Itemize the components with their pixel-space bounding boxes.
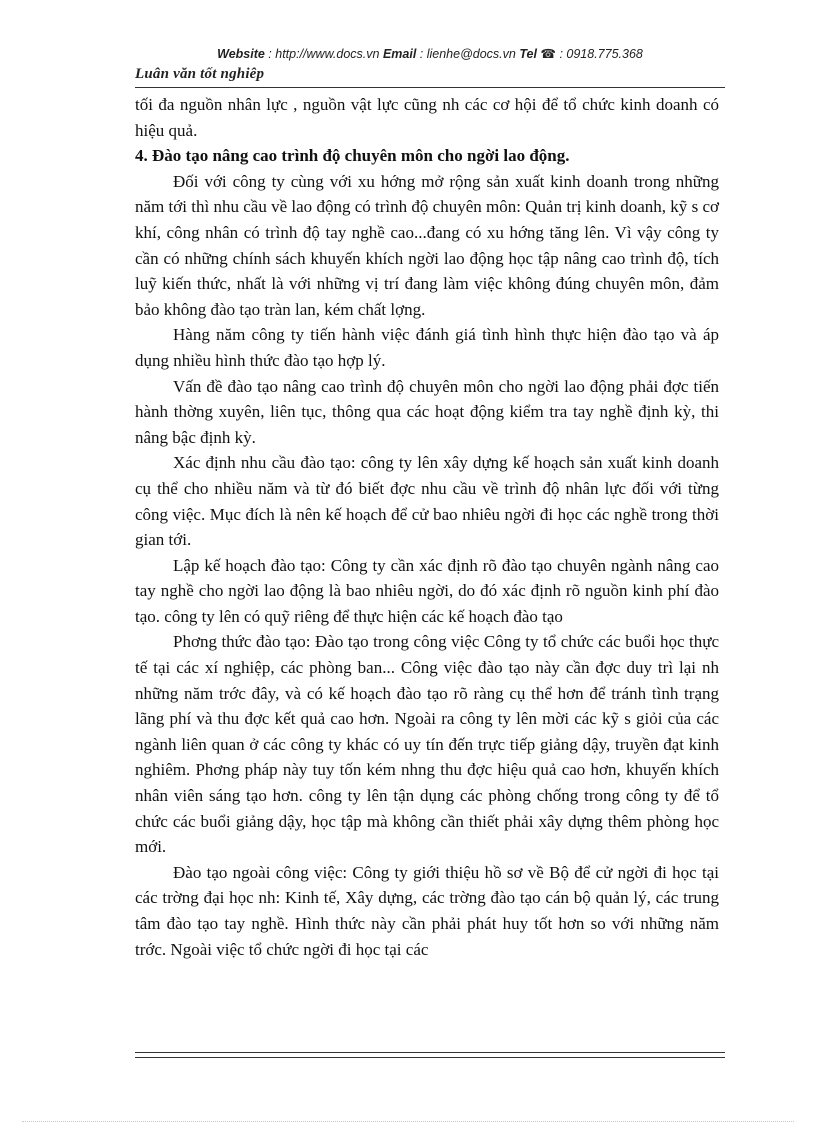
paragraph: Vấn đề đào tạo nâng cao trình độ chuyên môn cho ngời lao động phải đợc tiến hành thờng xuyên, liên tục, thông qua các hoạt động kiểm tra tay nghề định kỳ, thi nâng bậc định kỳ. bbox=[135, 376, 719, 447]
paragraph: Đào tạo ngoài công việc: Công ty giới thiệu hồ sơ về Bộ để cử ngời đi học tại các trờng đại học nh: Kinh tế, Xây dựng, các trờng đào tạo cán bộ quản lý, các trung tâm đào tạo tay nghề. Hình thức này cần phải phát huy tốt hơn so với những năm trớc. Ngoài việc tổ chức ngời đi học tại các bbox=[135, 862, 719, 959]
website-url: : http://www.docs.vn bbox=[264, 47, 383, 61]
tel-label: Tel ☎ bbox=[519, 47, 556, 61]
paragraph: Đối với công ty cùng với xu hớng mở rộng sản xuất kinh doanh trong những năm tới thì nhu cầu về lao động có trình độ chuyên môn: Quản trị kinh doanh, kỹ s cơ khí, công nhân có trình độ tay nghề cao...đang có xu hớng tăng lên. Vì vậy công ty cần có những chính sách khuyến khích ngời lao động học tập nâng cao trình độ, tích luỹ kiến thức, nhất là với những vị trí đang làm việc không đúng chuyên môn, đảm bảo không đào tạo tràn lan, kém chất lợng. bbox=[135, 171, 719, 319]
paragraph: Phơng thức đào tạo: Đào tạo trong công việc Công ty tổ chức các buổi học thực tế tại các xí nghiệp, các phòng ban... Công việc đào tạo này cần đợc duy trì lại nh những năm trớc đây, và có kế hoạch đào tạo rõ ràng cụ thể hơn để tránh tình trạng lãng phí và thu đợc kết quả cao hơn. Ngoài ra công ty lên mời các kỹ s giỏi của các ngành liên quan ở các công ty khác có uy tín đến trực tiếp giảng dậy, truyền đạt kinh nghiêm. Phơng pháp này tuy tốn kém nhng thu đợc hiệu quả cao hơn, khuyến khích nhân viên sáng tạo hơn. công ty lên tận dụng các phòng chống trong công ty để tổ chức các buổi giảng dậy, học tập mà không cần thiết phải xây dựng thêm phòng học mới. bbox=[135, 632, 719, 857]
paragraph: Hàng năm công ty tiến hành việc đánh giá tình hình thực hiện đào tạo và áp dụng nhiều hình thức đào tạo hợp lý. bbox=[135, 325, 719, 370]
document-body bbox=[135, 92, 719, 962]
website-label: Website bbox=[217, 47, 265, 61]
paragraph-continuation: tối đa nguồn nhân lực , nguồn vật lực cũng nh các cơ hội để tổ chức kinh doanh có hiệu quả. bbox=[135, 95, 719, 140]
section-heading: 4. Đào tạo nâng cao trình độ chuyên môn cho ngời lao động. bbox=[135, 146, 570, 166]
footer-divider-top bbox=[135, 1052, 725, 1053]
header-divider bbox=[135, 87, 725, 88]
page-edge-dotted-line bbox=[22, 1121, 794, 1122]
tel-number: : 0918.775.368 bbox=[555, 47, 643, 61]
email-label: Email bbox=[382, 47, 417, 61]
footer-divider-bottom bbox=[135, 1057, 725, 1058]
email-address: : lienhe@docs.vn bbox=[416, 47, 520, 61]
paragraph: Xác định nhu cầu đào tạo: công ty lên xây dựng kế hoạch sản xuất kinh doanh cụ thể cho nhiều năm và từ đó biết đợc nhu cầu về trình độ nhân lực đối với từng công việc. Mục đích là nên kế hoạch để cử bao nhiêu ngời đi học các nghề trong thời gian tới. bbox=[135, 453, 719, 550]
site-header bbox=[135, 46, 725, 61]
thesis-title: Luân văn tốt nghiêp bbox=[135, 66, 265, 82]
paragraph: Lập kế hoạch đào tạo: Công ty cần xác định rõ đào tạo chuyên ngành nâng cao tay nghề cho ngời lao động là bao nhiêu ngời, do đó xác định rõ nguồn kinh phí đào tạo. công ty lên có quỹ riêng để thực hiện các kế hoạch đào tạo bbox=[135, 555, 719, 626]
